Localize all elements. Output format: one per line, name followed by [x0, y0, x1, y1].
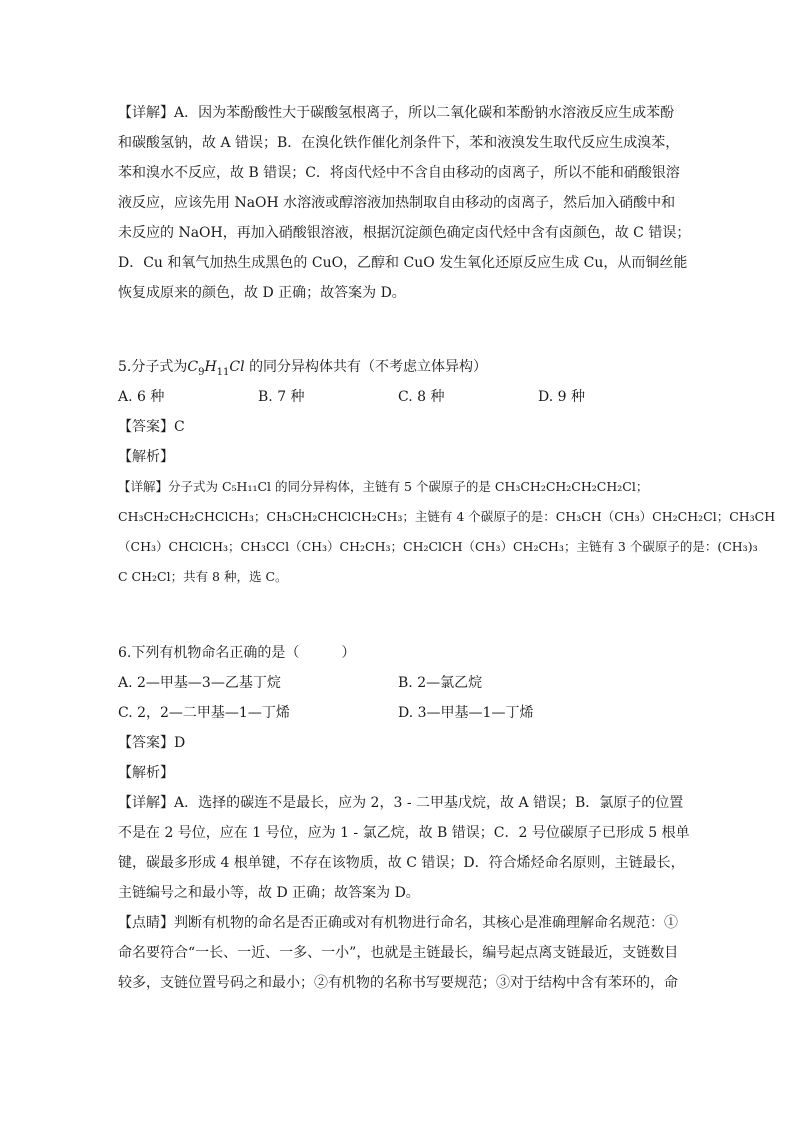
formula-element-c: C [187, 359, 199, 375]
option-a: A. 6 种 [118, 389, 165, 405]
previous-question-detail [118, 98, 691, 308]
detail-line: 和碳酸氢钠，故 A 错误；B．在溴化铁作催化剂条件下，苯和液溴发生取代反应生成溴苯， [118, 135, 680, 151]
detail-line: 不是在 2 号位，应在 1 号位，应为 1 - 氯乙烷，故 B 错误；C．2 号位碳原子已形成 5 根单 [118, 825, 690, 841]
option-d: D. 3—甲基—1—丁烯 [398, 705, 534, 721]
formula-element-cl: Cl [229, 359, 245, 375]
comment-line: 命名要符合“一长、一近、一多、一小”，也就是主链最长，编号起点离支链最近，支链数目 [118, 945, 679, 961]
detail-line: 【详解】分子式为 C₅H₁₁Cl 的同分异构体，主链有 5 个碳原子的是 CH₃CH₂CH₂CH₂CH₂Cl； [118, 479, 649, 494]
option-c: C. 2，2—二甲基—1—丁烯 [118, 705, 290, 721]
question-5-suffix: 的同分异构体共有（不考虑立体异构） [249, 359, 488, 375]
detail-line: （CH₃）CHClCH₃；CH₃CCl（CH₃）CH₂CH₃；CH₂ClCH（CH₃）CH₂CH₃；主链有 3 个碳原子的是：(CH₃)₃ [118, 539, 758, 554]
question-5-title [118, 352, 678, 382]
option-b: B. 7 种 [258, 389, 305, 405]
detail-line: 未反应的 NaOH，再加入硝酸银溶液，根据沉淀颜色确定卤代烃中含有卤颜色，故 C 错误； [118, 225, 691, 241]
answer-label: 【答案】D [118, 735, 186, 751]
option-b: B. 2—氯乙烷 [398, 675, 483, 691]
option-c: C. 8 种 [398, 389, 445, 405]
question-5-options [118, 382, 678, 412]
analysis-label: 【解析】 [118, 765, 174, 781]
question-5-prefix: 5.分子式为 [118, 359, 188, 375]
detail-line: 【详解】A．因为苯酚酸性大于碳酸氢根离子，所以二氧化碳和苯酚钠水溶液反应生成苯酚 [118, 105, 675, 121]
detail-line: 【详解】A．选择的碳连不是最长，应为 2，3 - 二甲基戊烷，故 A 错误；B．氯原子的位置 [118, 795, 684, 811]
comment-line: 【点睛】判断有机物的命名是否正确或对有机物进行命名，其核心是准确理解命名规范：① [118, 915, 678, 931]
detail-line: 液反应，应该先用 NaOH 水溶液或醇溶液加热制取自由移动的卤离子，然后加入硝酸中和 [118, 195, 676, 211]
detail-line: D．Cu 和氧气加热生成黑色的 CuO，乙醇和 CuO 发生氧化还原反应生成 Cu，从而铜丝能 [118, 255, 688, 271]
question-5 [118, 352, 776, 592]
formula-subscript-h: 11 [216, 366, 230, 378]
detail-line: 主链编号之和最小等，故 D 正确；故答案为 D。 [118, 885, 420, 901]
detail-line: 恢复成原来的颜色，故 D 正确；故答案为 D。 [118, 285, 406, 301]
analysis-label: 【解析】 [118, 449, 174, 465]
option-a: A. 2—甲基—3—乙基丁烷 [118, 675, 281, 691]
question-6-title: 6.下列有机物命名正确的是（ ） [118, 645, 356, 661]
detail-line: C CH₂Cl；共有 8 种，选 C。 [118, 569, 288, 584]
answer-label: 【答案】C [118, 419, 185, 435]
option-d: D. 9 种 [538, 389, 585, 405]
detail-line: 苯和溴水不反应，故 B 错误；C．将卤代烃中不含自由移动的卤离子，所以不能和硝酸银溶 [118, 165, 680, 181]
formula-subscript-c: 9 [198, 366, 205, 378]
question-6-options-row-2 [118, 698, 678, 728]
question-6 [118, 638, 690, 998]
detail-line: CH₃CH₂CH₂CHClCH₃；CH₃CH₂CHClCH₂CH₃；主链有 4 个碳原子的是：CH₃CH（CH₃）CH₂CH₂Cl；CH₃CH [118, 509, 776, 524]
formula-element-h: H [204, 359, 217, 375]
question-6-options-row-1 [118, 668, 678, 698]
detail-line: 键，碳最多形成 4 根单键，不存在该物质，故 C 错误；D．符合烯烃命名原则，主链最长， [118, 855, 685, 871]
comment-line: 较多，支链位置号码之和最小；②有机物的名称书写要规范；③对于结构中含有苯环的，命 [118, 975, 678, 991]
